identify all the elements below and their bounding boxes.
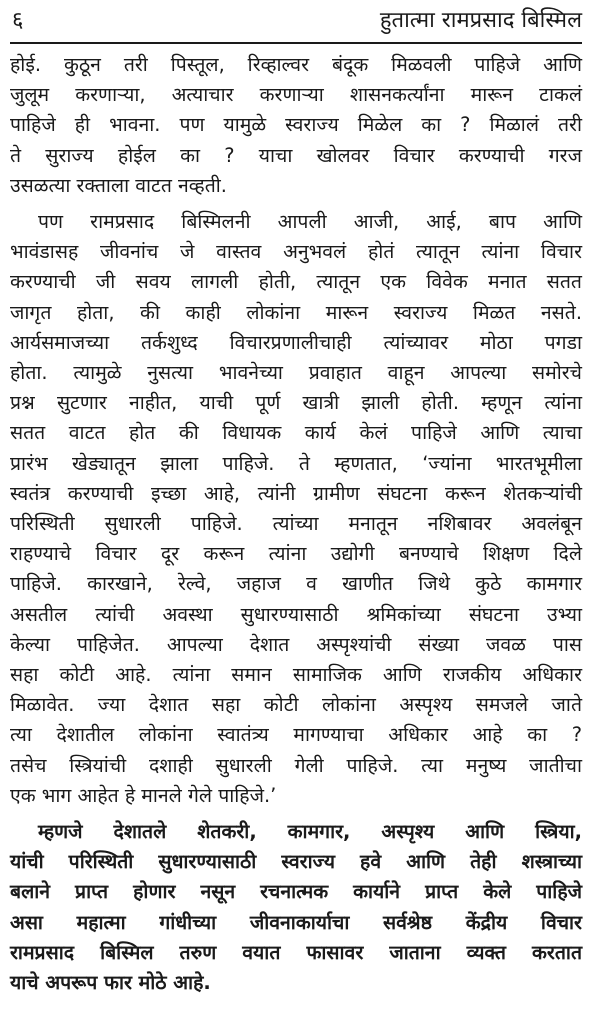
text-line: सहा कोटी आहे. त्यांना समान सामाजिक आणि राजकीय अधिकार bbox=[10, 663, 582, 687]
text-line: राहण्याचे विचार दूर करून त्यांना उद्योगी बनण्याचे शिक्षण दिले bbox=[10, 542, 582, 566]
text-line: होई. कुठून तरी पिस्तूल, रिव्हाल्वर बंदूक मिळवली पाहिजे आणि bbox=[10, 53, 582, 76]
text-line: बलाने प्राप्त होणार नसून रचनात्मक कार्याने प्राप्त केले पाहिजे bbox=[10, 880, 582, 904]
paragraph-bold bbox=[10, 817, 582, 998]
text-line: भावंडासह जीवनांच जे वास्तव अनुभवलं होतं त्यातून त्यांना विचार bbox=[10, 240, 582, 264]
text-line: परिस्थिती सुधारली पाहिजे. त्यांच्या मनातून नशिबावर अवलंबून bbox=[10, 512, 582, 536]
text-line: प्रारंभ खेड्यातून झाला पाहिजे. ते म्हणतात, ‘ज्यांना भारतभूमीला bbox=[10, 451, 582, 475]
paragraph bbox=[10, 50, 582, 201]
text-line: आर्यसमाजच्या तर्कशुध्द विचारप्रणालीचाही त्यांच्यावर मोठा पगडा bbox=[10, 330, 582, 354]
text-line: करण्याची जी सवय लागली होती, त्यातून एक विवेक मनात सतत bbox=[10, 270, 582, 294]
text-line: तसेच स्त्रियांची दशाही सुधारली गेली पाहिजे. त्या मनुष्य जातीचा bbox=[10, 753, 582, 777]
text-line: एक भाग आहेत हे मानले गेले पाहिजे.’ bbox=[10, 783, 277, 807]
text-line: जागृत होता, की काही लोकांना मारून स्वराज्य मिळत नसते. bbox=[10, 300, 582, 324]
text-line: प्रश्न सुटणार नाहीत, याची पूर्ण खात्री झाली होती. म्हणून त्यांना bbox=[10, 391, 582, 415]
text-line: स्वतंत्र करण्याची इच्छा आहे, त्यांनी ग्रामीण संघटना करून शेतकऱ्यांची bbox=[10, 481, 582, 505]
text-line: त्या देशातील लोकांना स्वातंत्र्य मागण्याचा अधिकार आहे का ? bbox=[10, 723, 582, 747]
text-line: पाहिजे. कारखाने, रेल्वे, जहाज व खाणीत जिथे कुठे कामगार bbox=[10, 572, 582, 596]
text-line: पाहिजे ही भावना. पण यामुळे स्वराज्य मिळेल का ? मिळालं तरी bbox=[10, 113, 582, 137]
text-line: केल्या पाहिजेत. आपल्या देशात अस्पृश्यांची संख्या जवळ पास bbox=[10, 632, 582, 656]
text-line: ते सुराज्य होईल का ? याचा खोलवर विचार करण्याची गरज bbox=[10, 143, 582, 167]
text-line: जुलूम करणाऱ्या, अत्याचार करणाऱ्या शासनकर्त्यांना मारून टाकलं bbox=[10, 83, 582, 107]
text-line: याचे अपरूप फार मोठे आहे. bbox=[10, 971, 211, 995]
text-line: रामप्रसाद बिस्मिल तरुण वयात फासावर जाताना व्यक्त करतात bbox=[10, 940, 582, 964]
page-number: ६ bbox=[12, 8, 24, 33]
text-line: उसळत्या रक्ताला वाटत नव्हती. bbox=[10, 173, 227, 197]
paragraph bbox=[10, 207, 582, 811]
text-line: होता. त्यामुळे नुसत्या भावनेच्या प्रवाहात वाहून आपल्या समोरचे bbox=[10, 361, 582, 385]
running-header bbox=[10, 0, 582, 44]
text-line: सतत वाटत होत की विधायक कार्य केलं पाहिजे आणि त्याचा bbox=[10, 421, 582, 445]
text-line: मिळावेत. ज्या देशात सहा कोटी लोकांना अस्पृश्य समजले जाते bbox=[10, 693, 582, 717]
text-line: असा महात्मा गांधीच्या जीवनाकार्याचा सर्वश्रेष्ठ केंद्रीय विचार bbox=[10, 910, 582, 934]
text-line: यांची परिस्थिती सुधारण्यासाठी स्वराज्य हवे आणि तेही शस्त्राच्या bbox=[10, 850, 582, 874]
text-line: म्हणजे देशातले शेतकरी, कामगार, अस्पृश्य आणि स्त्रिया, bbox=[38, 820, 582, 844]
running-title: हुतात्मा रामप्रसाद बिस्मिल bbox=[379, 8, 582, 33]
text-line: असतील त्यांची अवस्था सुधारण्यासाठी श्रमिकांच्या संघटना उभ्या bbox=[10, 602, 582, 626]
text-line: पण रामप्रसाद बिस्मिलनी आपली आजी, आई, बाप आणि bbox=[38, 210, 582, 234]
